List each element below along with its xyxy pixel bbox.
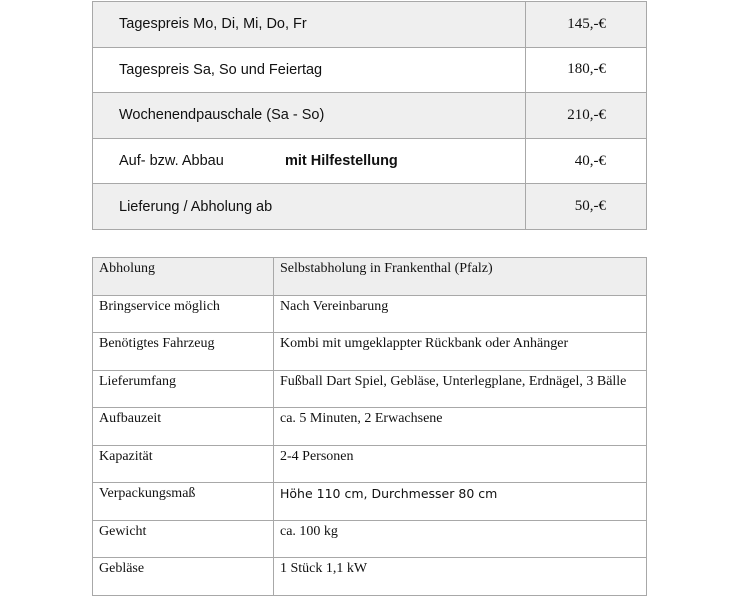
details-row-scope — [93, 370, 647, 408]
price-label: Wochenendpauschale (Sa - So) — [93, 93, 526, 139]
details-key: Gebläse — [93, 558, 274, 596]
price-value: 145,-€ — [526, 2, 647, 48]
price-label: Tagespreis Sa, So und Feiertag — [93, 47, 526, 93]
price-value: 40,-€ — [526, 138, 647, 184]
details-row-blower — [93, 558, 647, 596]
details-row-packing-size — [93, 483, 647, 521]
details-table — [92, 257, 647, 596]
price-table — [92, 1, 647, 230]
details-key: Abholung — [93, 258, 274, 296]
details-value: Kombi mit umgeklappter Rückbank oder Anhänger — [274, 333, 647, 371]
price-label-cell — [93, 138, 526, 184]
details-value: Selbstabholung in Frankenthal (Pfalz) — [274, 258, 647, 296]
price-label-extra: mit Hilfestellung — [285, 153, 398, 170]
price-value: 210,-€ — [526, 93, 647, 139]
price-label: Lieferung / Abholung ab — [93, 184, 526, 230]
details-key: Benötigtes Fahrzeug — [93, 333, 274, 371]
price-value: 180,-€ — [526, 47, 647, 93]
details-value: Fußball Dart Spiel, Gebläse, Unterlegplane, Erdnägel, 3 Bälle — [274, 370, 647, 408]
details-value: 1 Stück 1,1 kW — [274, 558, 647, 596]
details-value: Höhe 110 cm, Durchmesser 80 cm — [274, 483, 647, 521]
price-label: Auf- bzw. Abbau — [119, 153, 224, 170]
details-key: Kapazität — [93, 445, 274, 483]
details-row-capacity — [93, 445, 647, 483]
details-value: ca. 5 Minuten, 2 Erwachsene — [274, 408, 647, 446]
details-row-delivery-service — [93, 295, 647, 333]
details-key: Bringservice möglich — [93, 295, 274, 333]
price-row-delivery — [93, 184, 647, 230]
details-row-setup-time — [93, 408, 647, 446]
price-row-weekday — [93, 2, 647, 48]
details-row-vehicle — [93, 333, 647, 371]
details-key: Gewicht — [93, 520, 274, 558]
details-value: ca. 100 kg — [274, 520, 647, 558]
details-key: Lieferumfang — [93, 370, 274, 408]
price-row-weekend-flat — [93, 93, 647, 139]
details-key: Aufbauzeit — [93, 408, 274, 446]
price-row-setup — [93, 138, 647, 184]
details-row-weight — [93, 520, 647, 558]
details-row-pickup — [93, 258, 647, 296]
price-row-weekend-holiday — [93, 47, 647, 93]
price-label: Tagespreis Mo, Di, Mi, Do, Fr — [93, 2, 526, 48]
details-value: Nach Vereinbarung — [274, 295, 647, 333]
details-value: 2-4 Personen — [274, 445, 647, 483]
price-value: 50,-€ — [526, 184, 647, 230]
details-key: Verpackungsmaß — [93, 483, 274, 521]
